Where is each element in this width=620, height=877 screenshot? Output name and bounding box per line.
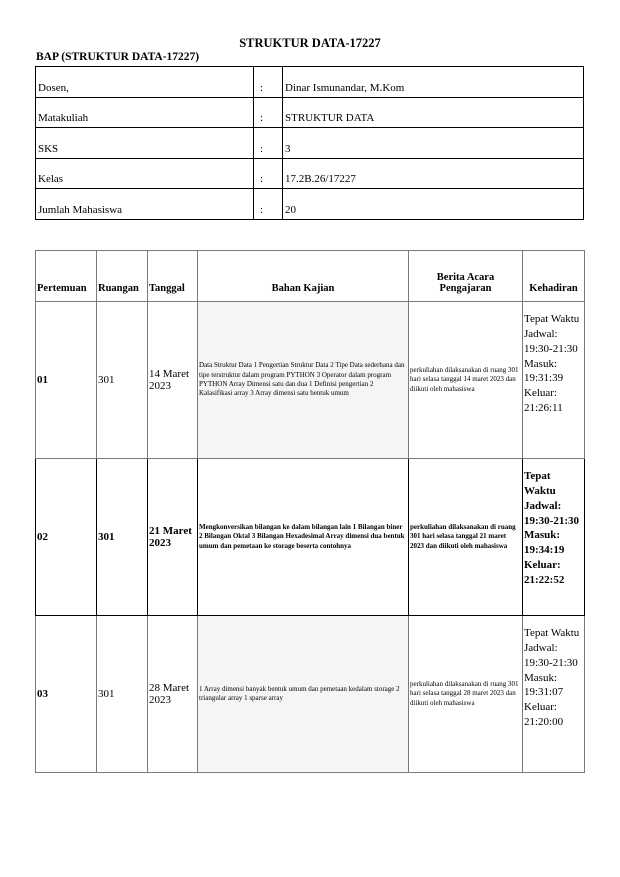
table-row (36, 459, 585, 616)
pertemuan-cell: 03 (36, 616, 97, 773)
info-label: Dosen, (36, 67, 254, 98)
table-row (36, 302, 585, 459)
info-label: SKS (36, 128, 254, 159)
info-value: 3 (283, 128, 584, 159)
table-header-row (36, 251, 585, 302)
info-label: Jumlah Mahasiswa (36, 189, 254, 220)
document-title: STRUKTUR DATA-17227 (239, 36, 381, 50)
bahan-kajian-cell: Data Struktur Data 1 Pengertian Struktur Data 2 Tipe Data sederhana dan tipe terstruktur dalam program PYTHON 3 Operator dalam program PYTHON Array Dimensi satu dan dua 1 Definisi pengertian 2 Kalasifikasi array 3 Array dimensi satu bentuk umum (198, 302, 409, 459)
header-pertemuan: Pertemuan (36, 251, 97, 302)
table-row (36, 616, 585, 773)
header-bahan-kajian: Bahan Kajian (198, 251, 409, 302)
attendance-table (35, 250, 585, 773)
info-separator: : (254, 158, 283, 189)
header-tanggal: Tanggal (148, 251, 198, 302)
berita-acara-cell: perkuliahan dilaksanakan di ruang 301 hari selasa tanggal 14 maret 2023 dan diikuti oleh mahasiswa (409, 302, 523, 459)
info-value: 17.2B.26/17227 (283, 158, 584, 189)
tanggal-cell: 14 Maret 2023 (148, 302, 198, 459)
header-kehadiran: Kehadiran (523, 251, 585, 302)
kehadiran-cell: Tepat Waktu Jadwal: 19:30-21:30 Masuk: 19:31:39 Keluar: 21:26:11 (523, 302, 585, 459)
bap-title: BAP (STRUKTUR DATA-17227) (36, 51, 200, 63)
info-row (36, 67, 584, 98)
berita-acara-cell: perkuliahan dilaksanakan di ruang 301 hari selasa tanggal 21 maret 2023 dan diikuti oleh mahasiswa (409, 459, 523, 616)
info-value: Dinar Ismunandar, M.Kom (283, 67, 584, 98)
info-separator: : (254, 128, 283, 159)
tanggal-cell: 21 Maret 2023 (148, 459, 198, 616)
ruangan-cell: 301 (97, 616, 148, 773)
info-separator: : (254, 67, 283, 98)
info-row (36, 97, 584, 128)
info-row (36, 158, 584, 189)
ruangan-cell: 301 (97, 459, 148, 616)
bahan-kajian-cell: Mengkonversikan bilangan ke dalam bilangan lain 1 Bilangan biner 2 Bilangan Oktal 3 Bilangan Hexadesimal Array dimensi dua bentuk umum dan pemetaan ke storage beserta contohnya (198, 459, 409, 616)
header-berita-acara: Berita Acara Pengajaran (409, 251, 523, 302)
info-separator: : (254, 97, 283, 128)
kehadiran-cell: Tepat Waktu Jadwal: 19:30-21:30 Masuk: 19:31:07 Keluar: 21:20:00 (523, 616, 585, 773)
info-label: Matakuliah (36, 97, 254, 128)
info-label: Kelas (36, 158, 254, 189)
info-value: 20 (283, 189, 584, 220)
bahan-kajian-cell: 1 Array dimensi banyak bentuk umum dan pemetaan kedalam storage 2 triangular array 1 sparse array (198, 616, 409, 773)
course-info-table (35, 66, 584, 220)
info-value: STRUKTUR DATA (283, 97, 584, 128)
header-ruangan: Ruangan (97, 251, 148, 302)
info-separator: : (254, 189, 283, 220)
pertemuan-cell: 01 (36, 302, 97, 459)
tanggal-cell: 28 Maret 2023 (148, 616, 198, 773)
info-row (36, 128, 584, 159)
kehadiran-cell: Tepat Waktu Jadwal: 19:30-21:30 Masuk: 19:34:19 Keluar: 21:22:52 (523, 459, 585, 616)
ruangan-cell: 301 (97, 302, 148, 459)
info-row (36, 189, 584, 220)
berita-acara-cell: perkuliahan dilaksanakan di ruang 301 hari selasa tanggal 28 maret 2023 dan diikuti oleh mahasiswa (409, 616, 523, 773)
pertemuan-cell: 02 (36, 459, 97, 616)
